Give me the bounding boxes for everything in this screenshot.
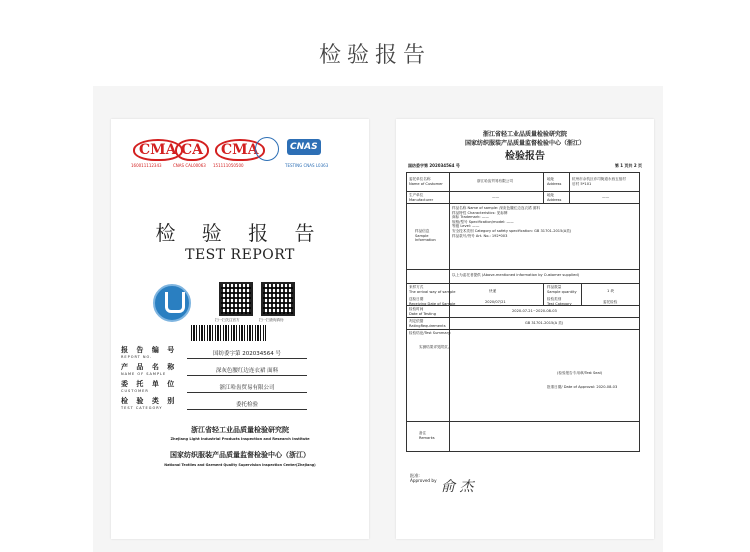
report-table	[406, 172, 640, 452]
remarks-label: 备注 Remarks	[419, 431, 435, 440]
field-label: 产 品 名 称	[121, 363, 178, 371]
field-label-en: REPORT NO.	[121, 355, 153, 359]
field-label-en: CUSTOMER	[121, 389, 149, 393]
test-summary-text: 实测结果详见附页。	[419, 345, 452, 349]
detail-header-institute: 浙江省轻工业品质量检验研究院	[482, 131, 567, 138]
cma-logo-2-caption: 151111050500	[213, 163, 244, 168]
field-label: 检 验 类 别	[121, 397, 178, 405]
report-number: 国纺委字第 202034564 号	[408, 163, 460, 168]
field-label: 委 托 单 位	[121, 380, 178, 388]
approver-label: 批准: Approved by	[410, 473, 437, 483]
testing-date-label: 检验时间 Date of Testing	[409, 307, 436, 316]
sample-info-note: 以上为委托者提供 (Above-mentioned information by Customer supplied)	[452, 273, 580, 277]
manufacturer-value: ——	[492, 195, 500, 199]
arrival-label: 来样方式 The arrival way of sample	[409, 285, 456, 294]
report-cover-page	[111, 119, 369, 539]
test-seal-text: (检验报告专用章/Test Seal)	[557, 371, 603, 375]
qr-caption: 扫一扫关注官方	[215, 318, 240, 322]
rating-requirements-label: 判定依据 RatingRequirements	[409, 319, 446, 328]
quantity-label: 样品数量 Sample quantity	[547, 285, 577, 294]
qr-verify-caption: 扫一扫查询真伪	[259, 318, 284, 322]
report-detail-page	[396, 119, 654, 539]
page-number: 第 1 页共 2 页	[614, 163, 642, 168]
test-category-value: 委托检验	[603, 300, 618, 304]
cma-logo-caption: 160011112343	[131, 163, 162, 168]
address-label: 地址 Address	[547, 177, 562, 186]
arrival-value: 快递	[489, 289, 497, 293]
qr-code-icon	[219, 282, 253, 316]
sample-info-lines: 样品名称 Name of sample: 深灰色腰红边连衣裙 面料 样品特性 Characteristics: 见标牌 商标 Trademark: —— 规格/型号 Specification/model: —— 等级 Level: —— 安全技术类别 Category of safety specification: GB 31701-2015(A类) 样品款号/货号 Art. No.: 192*003	[452, 206, 572, 238]
quantity-value: 1 块	[607, 289, 615, 293]
sample-info-label: 样品信息 Sample Information	[415, 229, 436, 243]
field-value: 深灰色腰红边连衣裙 面料	[187, 366, 307, 376]
center-name-en: National Textiles and Garment Quality Supervision Inspection Center(Zhejiang)	[164, 463, 316, 467]
test-category-label: 检验类别 Test Category	[547, 297, 572, 306]
certification-logos	[133, 139, 353, 187]
page-title: 检验报告	[318, 43, 431, 68]
field-label-en: NAME OF SAMPLE	[121, 372, 167, 376]
rating-requirements-value: GB 31701-2015(A 类)	[525, 321, 564, 325]
testing-date-value: 2020-07-21~2020-08-03	[512, 309, 557, 313]
customer-value: 浙江哈齿贸易有限公司	[477, 179, 513, 183]
ilac-mra-icon	[255, 137, 279, 161]
approval-date: 批准日期/ Date of Approval: 2020-08-03	[547, 385, 618, 389]
org-name-en: Zhejiang Light Industrial Products Inspection and Research Institute	[170, 437, 310, 441]
field-label-en: TEST CATEGORY	[121, 406, 163, 410]
receiving-date-label: 送检日期 Receiving Date of Sample	[409, 297, 456, 306]
detail-header-center: 国家纺织服装产品质量监督检验中心（浙江）	[464, 140, 585, 147]
field-label: 报 告 编 号	[121, 346, 178, 354]
ca-logo: CA	[175, 139, 209, 161]
cma-logo-2: CMA	[215, 139, 265, 161]
field-value: 委托检验	[187, 400, 307, 410]
institute-seal-icon	[153, 284, 191, 322]
approver-signature: 俞 杰	[441, 479, 474, 495]
cma-logo: CMA	[133, 139, 183, 161]
cnas-logo-caption: TESTING CNAS L0363	[285, 163, 329, 168]
field-value: 国纺委字第 202034564 号	[187, 349, 307, 359]
org-name-cn: 浙江省轻工业品质量检验研究院	[191, 426, 289, 434]
cnas-logo: CNAS	[287, 139, 321, 155]
ca-logo-caption: CNAS CAL00063	[173, 163, 206, 168]
manufacturer-label: 生产单位 Manufacturer	[409, 193, 434, 202]
receiving-date-value: 2020/07/21	[485, 300, 506, 304]
detail-header-title: 检验报告	[505, 151, 545, 162]
cover-title: 检 验 报 告	[155, 221, 325, 245]
barcode-icon	[191, 325, 266, 341]
customer-label: 委托单位名称 Name of Customer	[409, 177, 443, 186]
manufacturer-address-label: 地址 Address	[547, 193, 562, 202]
qr-code-verify-icon	[261, 282, 295, 316]
cover-subtitle: TEST REPORT	[185, 247, 295, 263]
center-name-cn: 国家纺织服装产品质量监督检验中心（浙江）	[170, 451, 310, 459]
address-value: 杭州市余杭区乔司街道永西五组村 后村 5*101	[572, 177, 626, 186]
report-canvas	[93, 86, 663, 552]
manufacturer-address-value: ——	[602, 195, 610, 199]
test-summary-label: 检验结论/Test Summary:	[409, 331, 452, 335]
field-value: 浙江哈齿贸易有限公司	[187, 383, 307, 393]
